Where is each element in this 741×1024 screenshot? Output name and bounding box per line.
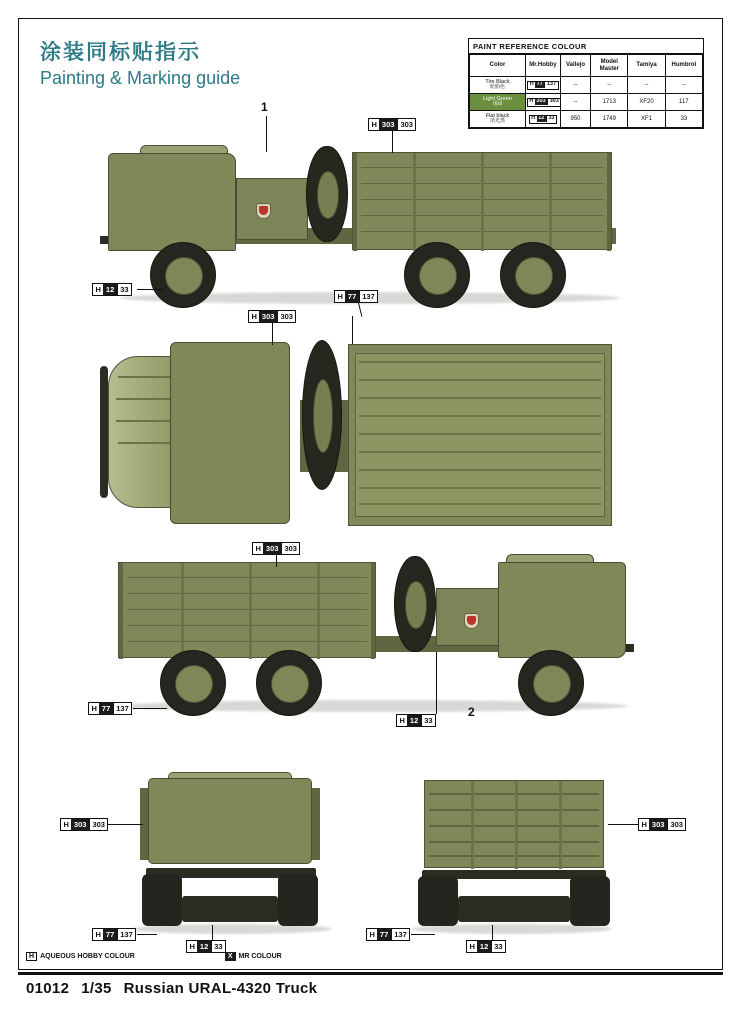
wheel-rear — [500, 242, 566, 308]
leader-line — [137, 289, 163, 290]
callout-code2: 33 — [211, 941, 225, 952]
code-num: 303 — [536, 98, 546, 105]
callout-tire-black-spare[interactable] — [334, 290, 378, 303]
legend-h-text: AQUEOUS HOBBY COLOUR — [40, 953, 135, 960]
code-num2: 33 — [546, 116, 556, 122]
truck-cab — [108, 153, 236, 251]
paint-code-chip — [527, 81, 558, 90]
table-row — [470, 94, 703, 111]
model-master-cell: -- — [591, 77, 628, 94]
code-num2: 303 — [547, 99, 560, 105]
callout-prefix: H — [95, 284, 101, 294]
code-prefix: H — [529, 81, 534, 88]
paint-code-chip — [527, 98, 561, 107]
leader-line — [212, 925, 213, 940]
wheel-rear-left — [418, 876, 458, 926]
spare-wheel — [306, 146, 348, 242]
vallejo-cell: 950 — [560, 111, 590, 128]
paint-name: Tire Black — [485, 79, 510, 85]
callout-prefix: H — [95, 929, 101, 939]
page-title-chinese: 涂装同标贴指示 — [40, 40, 201, 64]
tamiya-cell: XF1 — [628, 111, 665, 128]
leader-line — [133, 708, 167, 709]
paint-name-cn: 消光黑 — [489, 118, 505, 125]
humbrol-cell: 33 — [665, 111, 702, 128]
humbrol-cell: 117 — [665, 94, 702, 111]
callout-code2: 33 — [421, 715, 435, 726]
paint-name: Light Green — [483, 96, 512, 103]
leader-line — [411, 934, 435, 935]
callout-flat-black-right[interactable] — [396, 714, 436, 727]
col-color: Color — [470, 55, 526, 77]
callout-code: 77 — [377, 929, 390, 940]
mark-number-1: 1 — [261, 100, 268, 114]
paint-name-cell — [470, 77, 526, 94]
paint-table-header-row — [470, 55, 703, 77]
paint-name-cn: 浅绿 — [492, 101, 503, 108]
callout-flat-black-front-wheel[interactable] — [92, 283, 132, 296]
spare-wheel — [394, 556, 436, 652]
callout-code: 12 — [197, 941, 210, 952]
callout-prefix: H — [469, 941, 475, 951]
leader-line — [492, 925, 493, 940]
vallejo-cell: -- — [560, 94, 590, 111]
col-tamiya: Tamiya — [628, 55, 665, 77]
callout-flat-black-rear[interactable] — [466, 940, 506, 953]
callout-prefix: H — [641, 819, 647, 829]
col-model-master: Model Master — [591, 55, 628, 77]
callout-prefix: H — [63, 819, 69, 829]
callout-light-green-front[interactable] — [60, 818, 108, 831]
paint-code-cell — [525, 94, 560, 111]
footer-kit-info — [26, 980, 317, 997]
leader-line — [276, 555, 277, 567]
leader-line — [137, 934, 157, 935]
callout-code2: 137 — [113, 703, 132, 714]
model-master-cell: 1749 — [591, 111, 628, 128]
kit-scale: 1/35 — [81, 980, 112, 997]
tamiya-cell: XF20 — [628, 94, 665, 111]
callout-code: 12 — [477, 941, 490, 952]
truck-cab — [498, 562, 626, 658]
code-num: 12 — [538, 115, 545, 122]
vallejo-cell: -- — [560, 77, 590, 94]
kit-name: Russian URAL-4320 Truck — [123, 980, 318, 997]
callout-prefix: H — [371, 119, 377, 129]
callout-code: 303 — [379, 119, 397, 130]
callout-code2: 137 — [391, 929, 410, 940]
callout-prefix: H — [337, 291, 343, 301]
tamiya-cell: -- — [628, 77, 665, 94]
humbrol-cell: -- — [665, 77, 702, 94]
callout-code: 303 — [649, 819, 667, 830]
paint-name-cell — [470, 94, 526, 111]
model-master-cell: 1713 — [591, 94, 628, 111]
callout-tire-black-rear[interactable] — [366, 928, 410, 941]
cab-front — [148, 778, 312, 864]
truck-cab-top — [170, 342, 290, 524]
callout-code2: 33 — [117, 284, 131, 295]
cab-rear-body — [236, 178, 308, 240]
cargo-bed-rear — [424, 780, 604, 868]
callout-prefix: H — [91, 703, 97, 713]
callout-code2: 137 — [117, 929, 136, 940]
leader-line — [272, 323, 273, 345]
callout-code2: 303 — [277, 311, 296, 322]
wheel-rear-right — [570, 876, 610, 926]
callout-code: 303 — [259, 311, 277, 322]
callout-prefix: H — [255, 543, 261, 553]
footer-divider — [18, 972, 723, 975]
callout-code: 12 — [407, 715, 420, 726]
callout-flat-black-front[interactable] — [186, 940, 226, 953]
front-axle — [182, 896, 278, 922]
callout-code: 303 — [263, 543, 281, 554]
callout-code: 77 — [345, 291, 358, 302]
callout-code2: 303 — [281, 543, 300, 554]
leader-line — [352, 316, 353, 344]
callout-prefix: H — [399, 715, 405, 725]
callout-code: 77 — [103, 929, 116, 940]
callout-code: 303 — [71, 819, 89, 830]
callout-light-green-plan[interactable] — [248, 310, 296, 323]
wheel-front-right — [278, 874, 318, 926]
wheel-front-left — [142, 874, 182, 926]
wheel-front — [518, 650, 584, 716]
paint-code-cell — [525, 111, 560, 128]
callout-tire-black-front[interactable] — [92, 928, 136, 941]
callout-prefix: H — [251, 311, 257, 321]
legend-x-text: MR COLOUR — [238, 953, 282, 960]
unit-emblem — [464, 613, 479, 629]
footer-legend — [26, 952, 282, 961]
code-prefix: H — [529, 98, 534, 105]
mark-number-2: 2 — [468, 705, 475, 719]
wheel-mid — [404, 242, 470, 308]
callout-code2: 303 — [397, 119, 416, 130]
leader-line — [105, 824, 143, 825]
wheel-mid — [256, 650, 322, 716]
unit-emblem — [256, 203, 271, 219]
paint-name-cn: 轮胎色 — [489, 84, 505, 91]
callout-code2: 303 — [89, 819, 108, 830]
leader-line — [266, 116, 267, 152]
callout-light-green-top-bed[interactable] — [368, 118, 416, 131]
paint-name-cell — [470, 111, 526, 128]
code-num: 77 — [536, 81, 543, 88]
cargo-bed — [352, 152, 612, 250]
table-row — [470, 111, 703, 128]
paint-code-chip — [529, 115, 557, 124]
leader-line — [392, 131, 393, 153]
leader-line — [608, 824, 638, 825]
kit-number: 01012 — [26, 980, 70, 997]
rear-axle — [458, 896, 570, 922]
paint-name: Flat black — [485, 113, 510, 120]
table-row — [470, 77, 703, 94]
wheel-front — [150, 242, 216, 308]
front-bumper-top — [100, 366, 108, 498]
paint-code-cell — [525, 77, 560, 94]
code-num2: 137 — [544, 82, 557, 88]
wheel-rear — [160, 650, 226, 716]
callout-tire-black-rear-wheel[interactable] — [88, 702, 132, 715]
spare-wheel-top — [302, 340, 342, 490]
legend-h-box: H — [26, 952, 37, 961]
callout-code2: 137 — [359, 291, 378, 302]
callout-light-green-bed-right[interactable] — [252, 542, 300, 555]
callout-code2: 33 — [491, 941, 505, 952]
callout-code: 12 — [103, 284, 116, 295]
page-title-english: Painting & Marking guide — [40, 68, 241, 88]
cargo-bed — [118, 562, 376, 658]
callout-prefix: H — [369, 929, 375, 939]
cargo-bed-top — [348, 344, 612, 526]
callout-code2: 303 — [667, 819, 686, 830]
col-humbrol: Humbrol — [665, 55, 702, 77]
code-prefix: H — [531, 115, 536, 122]
callout-light-green-rear[interactable] — [638, 818, 686, 831]
leader-line — [436, 652, 437, 714]
paint-table-caption: PAINT REFERENCE COLOUR — [469, 39, 703, 54]
paint-reference-table — [468, 38, 704, 129]
legend-x-box: X — [225, 952, 236, 961]
col-vallejo: Vallejo — [560, 55, 590, 77]
callout-code: 77 — [99, 703, 112, 714]
col-mrhobby: Mr.Hobby — [525, 55, 560, 77]
callout-prefix: H — [189, 941, 195, 951]
